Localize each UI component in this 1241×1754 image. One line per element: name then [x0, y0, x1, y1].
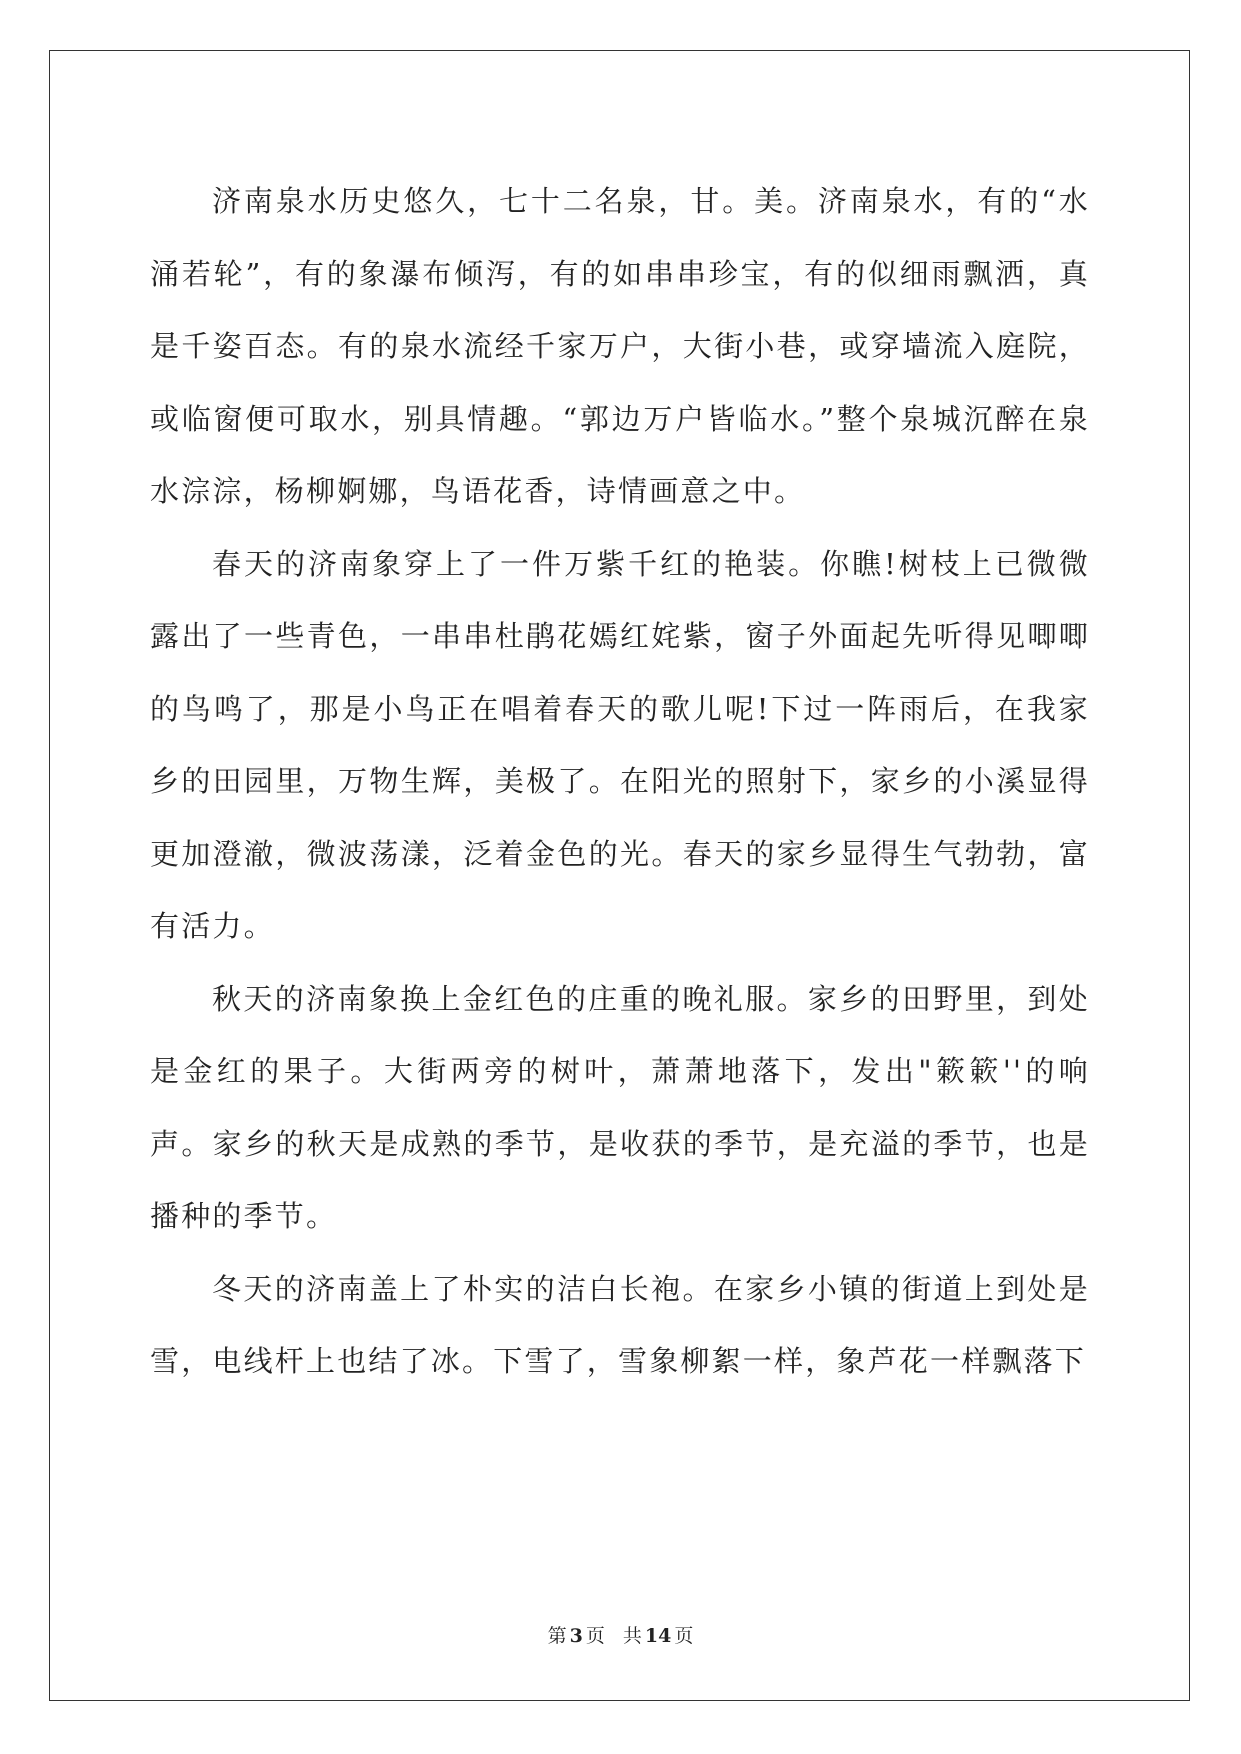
document-body — [150, 165, 1090, 1398]
total-pages: 14 — [644, 1625, 672, 1647]
paragraph-spring: 春天的济南象穿上了一件万紫千红的艳装。你瞧!树枝上已微微露出了一些青色，一串串杜鹃花嫣红姹紫，窗子外面起先听得见唧唧的鸟鸣了，那是小鸟正在唱着春天的歌儿呢!下过一阵雨后，在我家乡的田园里，万物生辉，美极了。在阳光的照射下，家乡的小溪显得更加澄澈，微波荡漾，泛着金色的光。春天的家乡显得生气勃勃，富有活力。 — [150, 546, 1090, 943]
page-number: 3 — [569, 1625, 583, 1647]
page-footer — [0, 1621, 1241, 1648]
paragraph-autumn: 秋天的济南象换上金红色的庄重的晚礼服。家乡的田野里，到处是金红的果子。大街两旁的树叶，萧萧地落下，发出"簌簌''的响声。家乡的秋天是成熟的季节，是收获的季节，是充溢的季节，也是播种的季节。 — [150, 981, 1090, 1233]
total-suffix: 页 — [674, 1625, 694, 1647]
paragraph-springs: 济南泉水历史悠久，七十二名泉，甘。美。济南泉水，有的“水涌若轮”，有的象瀑布倾泻，有的如串串珍宝，有的似细雨飘洒，真是千姿百态。有的泉水流经千家万户，大街小巷，或穿墙流入庭院，或临窗便可取水，别具情趣。“郭边万户皆临水。”整个泉城沉醉在泉水淙淙，杨柳婀娜，鸟语花香，诗情画意之中。 — [150, 184, 1090, 508]
page-suffix: 页 — [585, 1625, 605, 1647]
page-prefix: 第 — [547, 1625, 567, 1647]
paragraph-winter: 冬天的济南盖上了朴实的洁白长袍。在家乡小镇的街道上到处是雪，电线杆上也结了冰。下雪了，雪象柳絮一样，象芦花一样飘落下 — [150, 1271, 1090, 1378]
total-prefix: 共 — [622, 1625, 642, 1647]
